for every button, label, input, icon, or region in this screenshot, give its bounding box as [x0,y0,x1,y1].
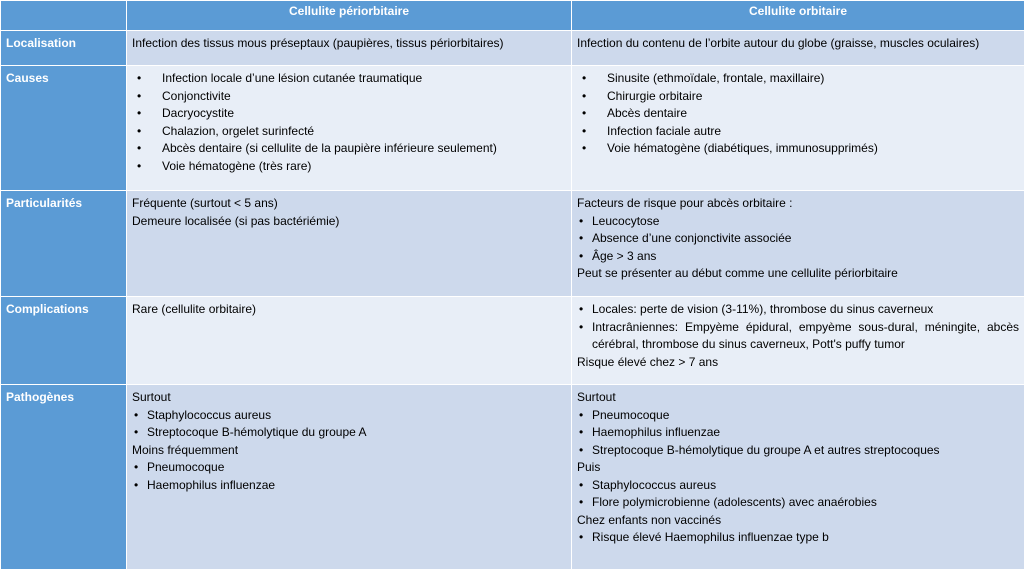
list-item: • Haemophilus influenzae [577,424,1019,442]
header-orbital: Cellulite orbitaire [572,1,1024,31]
list-item: • Chirurgie orbitaire [577,88,1019,106]
row-localisation [1,31,1024,66]
list-item: • Abcès dentaire (si cellulite de la paupière inférieure seulement) [132,140,566,158]
text-line: Surtout [577,390,616,404]
row-label: Localisation [1,31,127,66]
row-label: Complications [1,297,127,385]
list-item: • Flore polymicrobienne (adolescents) avec anaérobies [577,494,1019,512]
text-line: Moins fréquemment [132,442,239,457]
row-label: Pathogènes [1,385,127,570]
row-particularites [1,191,1024,297]
cell-peri: Rare (cellulite orbitaire) [127,297,572,385]
list-item: • Streptocoque B-hémolytique du groupe A [132,424,566,442]
cell-peri [127,66,572,191]
list-item: • Âge > 3 ans [577,248,1019,266]
text-line: Chez enfants non vaccinés [577,512,722,527]
list-item: • Staphylococcus aureus [577,477,1019,495]
list-item: • Abcès dentaire [577,105,1019,123]
cell-orb [572,297,1024,385]
cell-orb [572,66,1024,191]
list-item: • Leucocytose [577,213,1019,231]
text-line: Fréquente (surtout < 5 ans) [132,196,278,210]
list-item: • Sinusite (ethmoïdale, frontale, maxillaire) [577,70,1019,88]
row-complications [1,297,1024,385]
list-item: • Risque élevé Haemophilus influenzae type b [577,529,1019,547]
text-line: Puis [577,460,601,474]
list-item: • Infection locale d’une lésion cutanée traumatique [132,70,566,88]
header-row [1,1,1024,31]
list-item: • Conjonctivite [132,88,566,106]
list-item: • Intracrâniennes: Empyème épidural, empyème sous-dural, méningite, abcès cérébral, thrombose du sinus caverneux, Pott's puffy tumor [577,319,1019,354]
cell-orb: Infection du contenu de l’orbite autour du globe (graisse, muscles oculaires) [572,31,1024,66]
list-item: • Streptocoque B-hémolytique du groupe A et autres streptocoques [577,442,1019,460]
list-item: • Pneumocoque [577,407,1019,425]
list-item: • Voie hématogène (très rare) [132,158,566,176]
list-item: • Pneumocoque [132,459,566,477]
list-item: • Haemophilus influenzae [132,477,566,495]
cell-peri [127,385,572,570]
text-line: Risque élevé chez > 7 ans [577,354,719,369]
row-causes [1,66,1024,191]
list-item: • Voie hématogène (diabétiques, immunosupprimés) [577,140,1019,158]
text-line: Surtout [132,390,171,404]
list-item: • Staphylococcus aureus [132,407,566,425]
list-item: • Dacryocystite [132,105,566,123]
row-label: Causes [1,66,127,191]
cell-peri: Infection des tissus mous préseptaux (paupières, tissus périorbitaires) [127,31,572,66]
list-item: • Absence d’une conjonctivite associée [577,230,1019,248]
cell-peri [127,191,572,297]
text-line: Demeure localisée (si pas bactériémie) [132,213,340,228]
text-line: Facteurs de risque pour abcès orbitaire : [577,196,793,210]
list-item: • Locales: perte de vision (3-11%), thrombose du sinus caverneux [577,301,1019,319]
text-line: Peut se présenter au début comme une cellulite périorbitaire [577,266,898,280]
list-item: • Infection faciale autre [577,123,1019,141]
list-item: • Chalazion, orgelet surinfecté [132,123,566,141]
header-periorbital: Cellulite périorbitaire [127,1,572,31]
row-label: Particularités [1,191,127,297]
cell-orb [572,385,1024,570]
row-pathogenes [1,385,1024,570]
cell-orb [572,191,1024,297]
corner-cell [1,1,127,31]
